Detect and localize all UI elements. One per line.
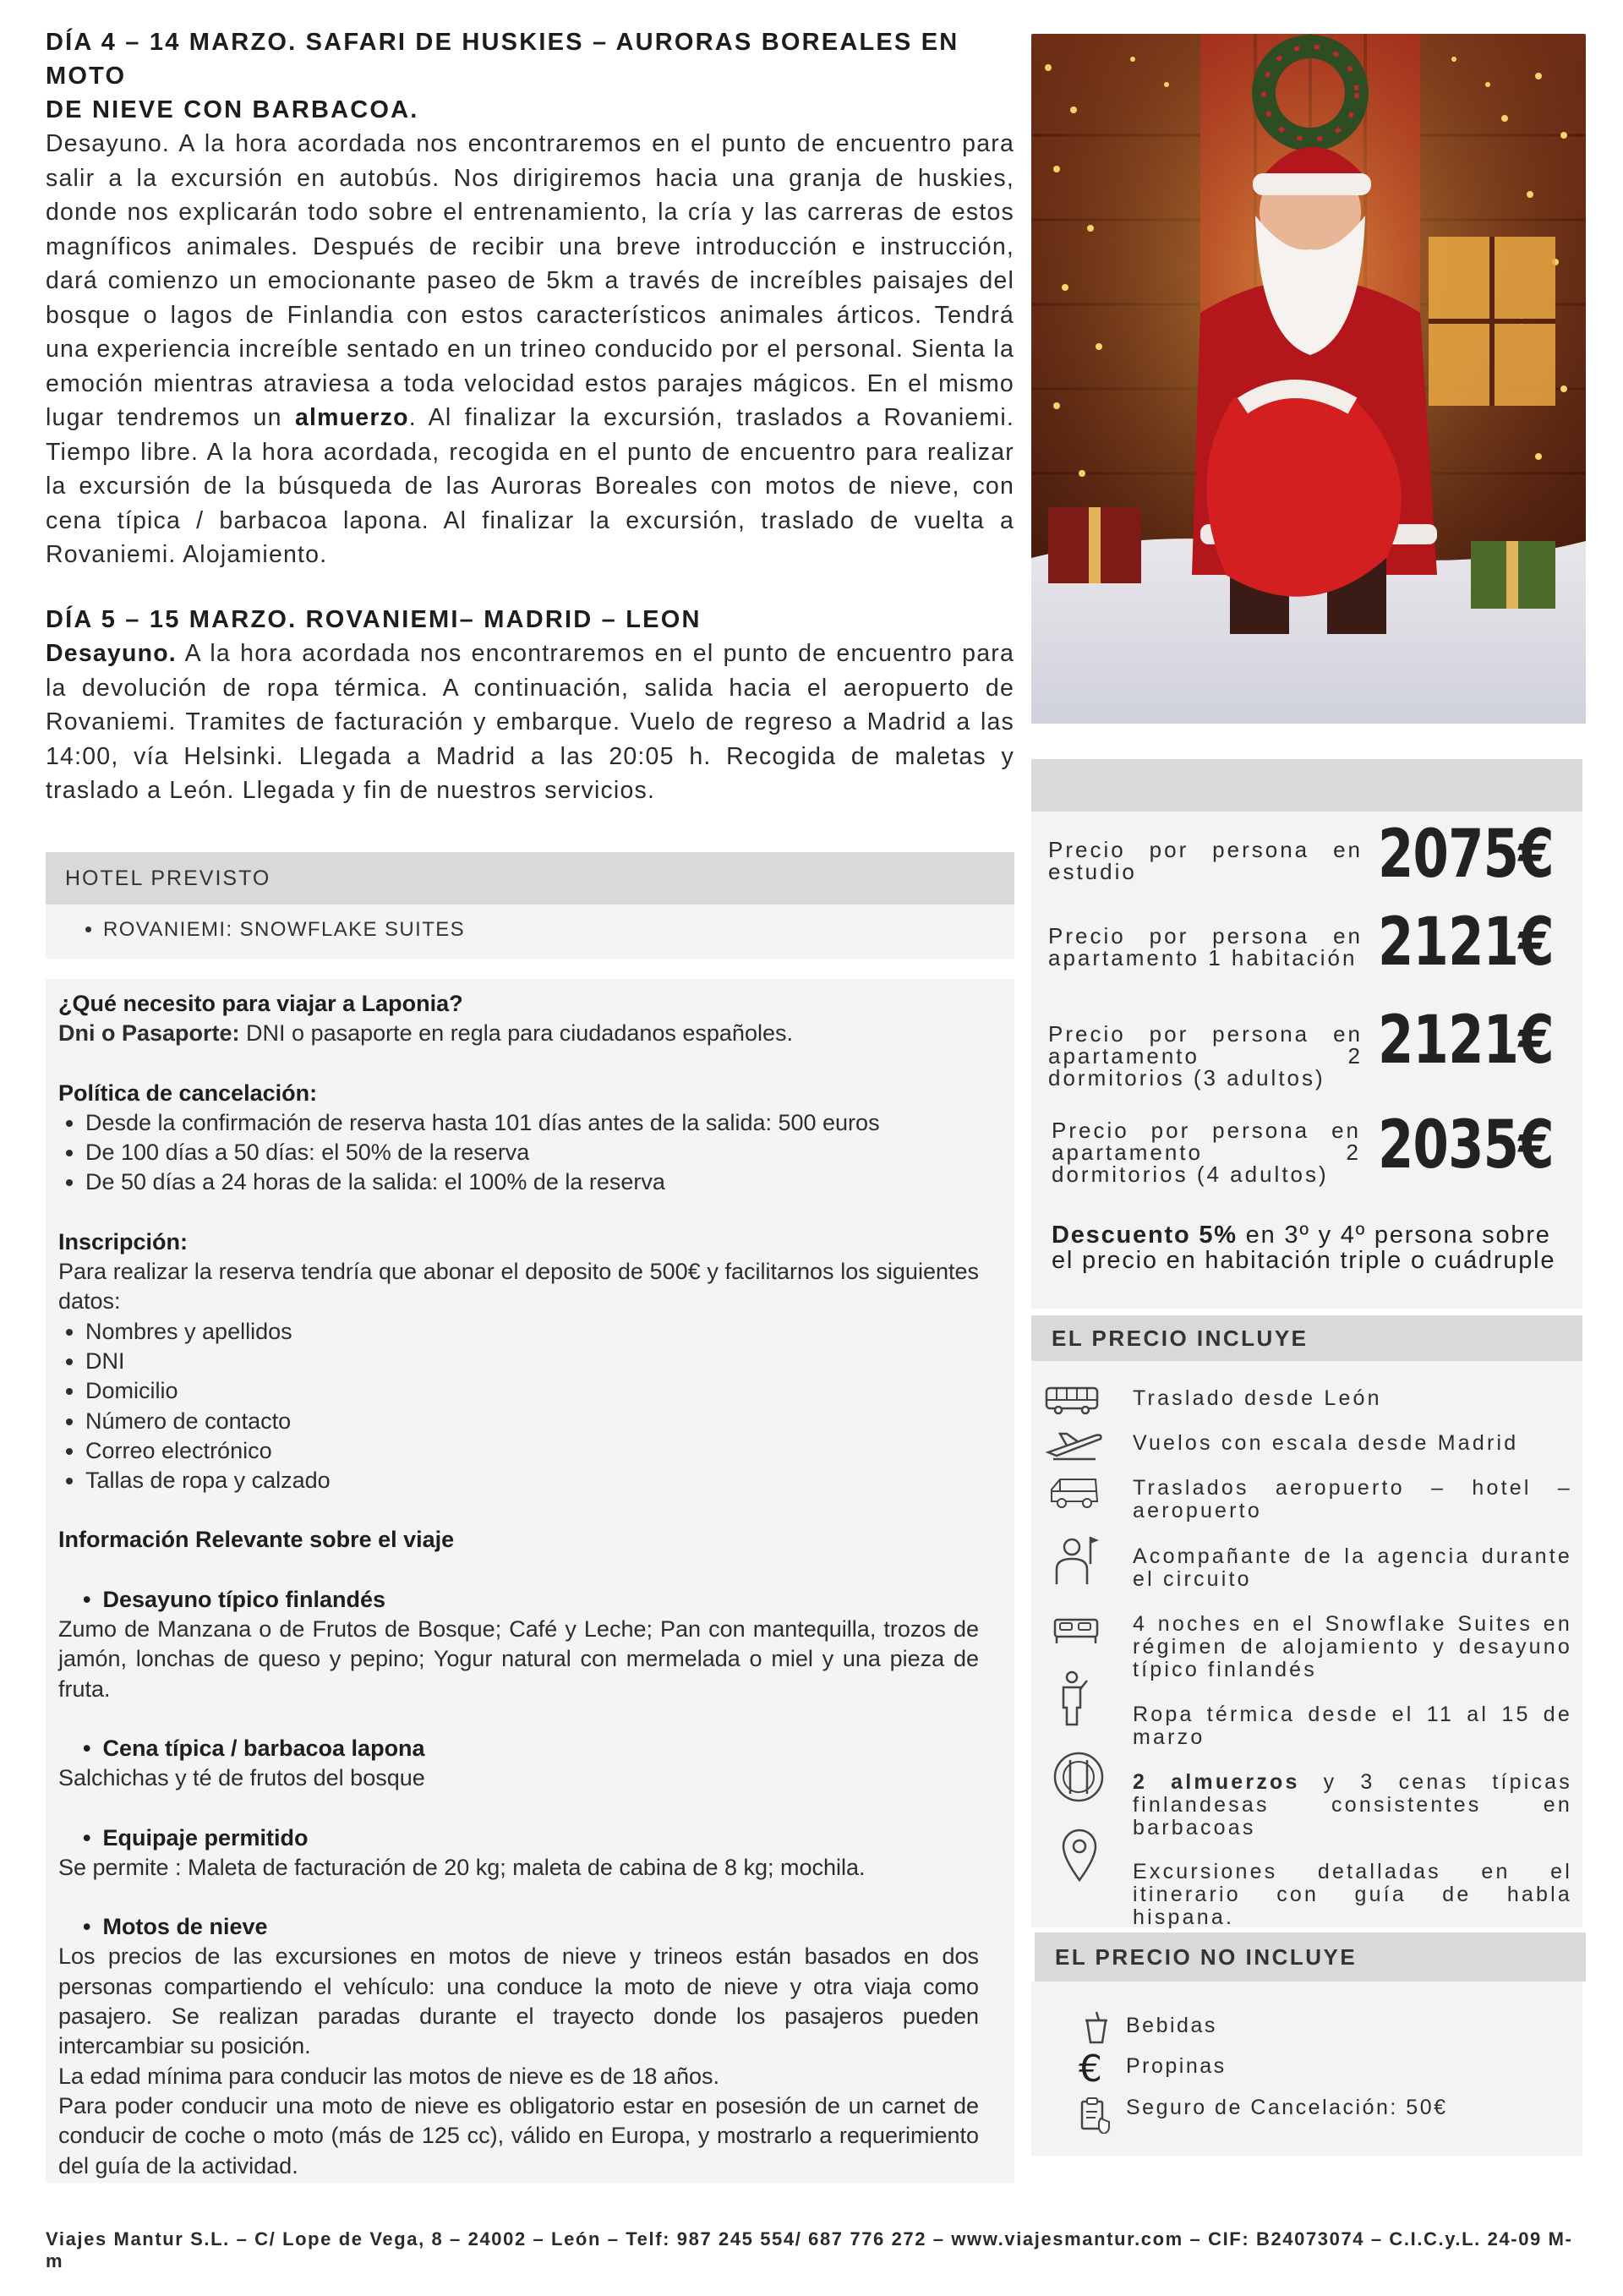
price-label-1-room: Precio por persona en apartamento 1 habitación	[1048, 923, 1363, 970]
list-item: • Nombres y apellidos	[85, 1317, 979, 1347]
dni-line: Dni o Pasaporte: DNI o pasaporte en regla para ciudadanos españoles.	[58, 1020, 793, 1047]
day4-section	[46, 25, 1014, 572]
snowmobile-title: • Motos de nieve	[85, 1912, 979, 1942]
include-item-companion: Acompañante de la agencia durante el circuito	[1133, 1544, 1572, 1591]
dinner-title: • Cena típica / barbacoa lapona	[85, 1734, 979, 1763]
cancel-list	[58, 1108, 979, 1198]
include-item-meals: 2 almuerzos y 3 cenas típicas finlandesas consistentes en barbacoas	[1133, 1770, 1572, 1840]
inscription-text: Para realizar la reserva tendría que abonar el deposito de 500€ y facilitarnos los siguientes datos:	[58, 1259, 979, 1315]
price-value-1-room: 2121€	[1378, 905, 1554, 981]
exclude-item-tips: Propinas	[1126, 2054, 1227, 2078]
exclude-item-insurance: Seguro de Cancelación: 50€	[1126, 2096, 1448, 2119]
inscription-list	[58, 1317, 979, 1496]
snowmobile-age: La edad mínima para conducir las motos de nieve es de 18 años.	[58, 2063, 719, 2089]
snowmobile-license: Para poder conducir una moto de nieve es obligatorio estar en posesión de un carnet de conducir de coche o moto (más de 125 cc), válido en Europa, y mostrarlo a requerimiento del guía de la actividad.	[58, 2092, 979, 2178]
day4-title: DÍA 4 – 14 MARZO. SAFARI DE HUSKIES – AURORAS BOREALES EN MOTO DE NIEVE CON BARBACOA.	[46, 29, 959, 123]
day4-text: Desayuno. A la hora acordada nos encontraremos en el punto de encuentro para salir a la excursión en autobús. Nos dirigiremos hacia una granja de huskies, donde nos explicarán todo sobre el entrenamiento, la cría y las carreras de estos magníficos animales. Después de recibir una breve introducción e instrucción, dará comienzo un emocionante paseo de 5km a través de increíbles paisajes del bosque o lagos de Finlandia con estos característicos animales árticos. Tendrá una experiencia increíble sentado en un trineo conducido por el personal. Sienta la emoción mientras atraviesa a toda velocidad estos parajes mágicos. En el mismo lugar tendremos un almuerzo. Al finalizar la excursión, traslados a Rovaniemi. Tiempo libre. A la hora acordada, recogida en el punto de encuentro para realizar la excursión de la búsqueda de las Auroras Boreales con motos de nieve, con cena típica / barbacoa lapona. Al finalizar la excursión, traslado de vuelta a Rovaniemi. Alojamiento.	[46, 130, 1014, 568]
luggage-text: Se permite : Maleta de facturación de 20 kg; maleta de cabina de 8 kg; mochila.	[58, 1854, 866, 1880]
location-icon	[1060, 1828, 1099, 1883]
include-item-thermal-clothes: Ropa térmica desde el 11 al 15 de marzo	[1133, 1703, 1572, 1749]
price-label-studio: Precio por persona en estudio	[1048, 837, 1363, 884]
include-item-airport-transfers: Traslados aeropuerto – hotel – aeropuerto	[1133, 1476, 1572, 1522]
list-item: • De 50 días a 24 horas de la salida: el 100% de la reserva	[85, 1167, 979, 1197]
info-box	[46, 979, 1014, 2183]
plane-icon	[1045, 1427, 1104, 1461]
bed-icon	[1052, 1611, 1101, 1645]
include-item-hotel-nights: 4 noches en el Snowflake Suites en régimen de alojamiento y desayuno típico finlandés	[1133, 1612, 1572, 1681]
price-value-studio: 2075€	[1378, 817, 1554, 893]
price-label-2-rooms-4: Precio por persona en apartamento 2 dormitorios (4 adultos)	[1052, 1118, 1361, 1187]
list-item: • Desde la confirmación de reserva hasta 101 días antes de la salida: 500 euros	[85, 1108, 979, 1138]
list-item: • De 100 días a 50 días: el 50% de la reserva	[85, 1138, 979, 1167]
list-item: • Correo electrónico	[85, 1436, 979, 1466]
snowmobile-text: Los precios de las excursiones en motos de nieve y trineos están basados en dos personas compartiendo el vehículo: una conduce la moto de nieve y otra viaja como pasajero. Se realizan paradas durante el trayecto donde los pasajeros pueden intercambiar su posición.	[58, 1943, 979, 2059]
price-panel-header	[1031, 759, 1582, 812]
include-item-excursions: Excursiones detalladas en el itinerario con guía de habla hispana.	[1133, 1860, 1572, 1929]
luggage-title: • Equipaje permitido	[85, 1823, 979, 1853]
drink-icon	[1084, 2010, 1109, 2044]
meal-icon	[1052, 1750, 1106, 1804]
van-icon	[1048, 1474, 1101, 1512]
day5-title: DÍA 5 – 15 MARZO. ROVANIEMI– MADRID – LEON	[46, 606, 702, 633]
include-item-flights: Vuelos con escala desde Madrid	[1133, 1431, 1519, 1455]
includes-heading: EL PRECIO INCLUYE	[1031, 1315, 1582, 1361]
santa-photo	[1031, 34, 1586, 724]
include-item-transfer: Traslado desde León	[1133, 1386, 1382, 1410]
relevant-title: Información Relevante sobre el viaje	[58, 1527, 455, 1553]
bus-icon	[1045, 1385, 1101, 1415]
clothes-icon	[1060, 1670, 1089, 1726]
day5-section	[46, 603, 1014, 808]
breakfast-text: Zumo de Manzana o de Frutos de Bosque; Café y Leche; Pan con mantequilla, trozos de jamón, lonchas de queso y pepino; Yogur natural con mermelada o miel y una pieza de fruta.	[58, 1616, 979, 1702]
guide-icon	[1052, 1533, 1099, 1586]
price-value-2-rooms-3: 2121€	[1378, 1003, 1554, 1079]
hotel-list	[46, 905, 1014, 959]
hotel-heading: HOTEL PREVISTO	[46, 852, 1014, 905]
info-question: ¿Qué necesito para viajar a Laponia?	[58, 991, 463, 1016]
list-item: • DNI	[85, 1347, 979, 1376]
exclude-item-drinks: Bebidas	[1126, 2014, 1217, 2037]
excludes-panel	[1031, 1982, 1582, 2156]
price-label-2-rooms-3: Precio por persona en apartamento 2 dormitorios (3 adultos)	[1048, 1021, 1363, 1091]
excludes-heading: EL PRECIO NO INCLUYE	[1035, 1932, 1586, 1982]
list-item: • Tallas de ropa y calzado	[85, 1466, 979, 1495]
day5-text: Desayuno. A la hora acordada nos encontraremos en el punto de encuentro para la devolución de ropa térmica. A continuación, salida hacia el aeropuerto de Rovaniemi. Tramites de facturación y embarque. Vuelo de regreso a Madrid a las 14:00, vía Helsinki. Llegada a Madrid a las 20:05 h. Recogida de maletas y traslado a León. Llegada y fin de nuestros servicios.	[46, 640, 1014, 804]
dinner-text: Salchichas y té de frutos del bosque	[58, 1765, 425, 1791]
inscription-title: Inscripción:	[58, 1228, 189, 1255]
cancel-title: Política de cancelación:	[58, 1080, 318, 1106]
footer: Viajes Mantur S.L. – C/ Lope de Vega, 8 – 24002 – León – Telf: 987 245 554/ 687 776 272 – www.viajesmantur.com – CIF: B24073074 – C.I.C.y.L. 24-09 M-m	[46, 2228, 1573, 2271]
discount-note: Descuento 5% en 3º y 4º persona sobre el precio en habitación triple o cuádruple	[1052, 1222, 1556, 1274]
insurance-icon	[1079, 2096, 1112, 2134]
euro-icon: €	[1079, 2047, 1102, 2091]
price-value-2-rooms-4: 2035€	[1378, 1107, 1554, 1184]
list-item: • Domicilio	[85, 1376, 979, 1406]
breakfast-title: • Desayuno típico finlandés	[85, 1585, 979, 1615]
hotel-item: • ROVANIEMI: SNOWFLAKE SUITES	[103, 918, 1014, 942]
list-item: • Número de contacto	[85, 1407, 979, 1436]
